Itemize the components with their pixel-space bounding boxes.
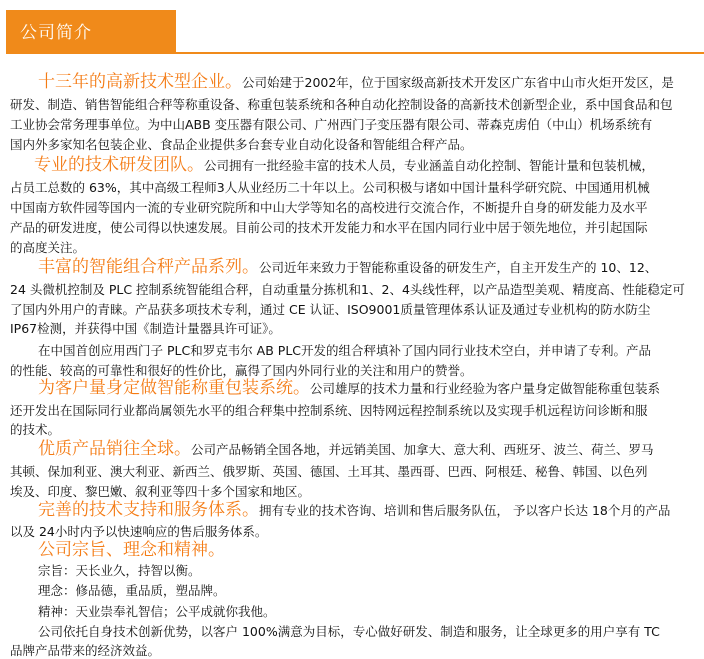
paragraph-2-line: 的高度关注。 [10,240,86,255]
paragraph-1-first-line [38,74,674,90]
paragraph-6-first-line [38,502,670,518]
paragraph-7-line: 理念：修品德，重品质，塑品牌。 [38,583,226,598]
paragraph-7-line: 公司依托自身技术创新优势，以客户 100%满意为目标，专心做好研发、制造和服务，让全球更多的用户享有 TC [38,624,660,639]
paragraph-3-first-line [38,259,657,275]
paragraph-3-extra-line: 在中国首创应用西门子 PLC和罗克韦尔 AB PLC开发的组合秤填补了国内同行业技术空白，并申请了专利。产品 [38,343,652,358]
paragraph-5-line: 埃及、印度、黎巴嫩、叙利亚等四十多个国家和地区。 [10,484,311,499]
paragraph-1-line: 工业协会常务理事单位。为中山ABB 变压器有限公司、广州西门子变压器有限公司、蒂森克虏伯（中山）机场系统有 [10,117,653,132]
paragraph-2-first-line [34,157,654,173]
paragraph-1-line: 研发、制造、销售智能组合秤等称重设备、称重包装系统和各种自动化控制设备的高新技术创新型企业，系中国食品和包 [10,97,673,112]
paragraph-7-heading: 公司宗旨、理念和精神。 [38,540,225,560]
paragraph-4-first-line [38,380,660,396]
paragraph-6-heading: 完善的技术支持和服务体系。 [38,500,259,520]
header-underline [6,52,704,54]
paragraph-1-line: 公司始建于2002年，位于国家级高新技术开发区广东省中山市火炬开发区，是 [242,75,674,90]
paragraph-3-heading: 丰富的智能组合秤产品系列。 [38,257,259,277]
paragraph-4-line: 公司雄厚的技术力量和行业经验为客户量身定做智能称重包装系 [310,381,661,396]
section-title: 公司简介 [20,23,92,43]
paragraph-3-extra-line: 的性能、较高的可靠性和很好的性价比，赢得了国内外同行业的关注和用户的赞誉。 [10,363,473,378]
paragraph-3-line: IP67检测，并获得中国《制造计量器具许可证》。 [10,321,281,336]
paragraph-3-line: 24 头微机控制及 PLC 控制系统智能组合秤，自动重量分拣机和1、2、4头线性秤，以产品造型美观、精度高、性能稳定可 [10,282,685,297]
paragraph-5-line: 其顿、保加利亚、澳大利亚、新西兰、俄罗斯、英国、德国、土耳其、墨西哥、巴西、阿根廷、秘鲁、韩国、以色列 [10,464,648,479]
paragraph-5-heading: 优质产品销往全球。 [38,439,191,459]
paragraph-1-heading: 十三年的高新技术型企业。 [38,72,242,92]
paragraph-7-line: 宗旨：天长业久，持智以衡。 [38,563,201,578]
paragraph-4-line: 还开发出在国际同行业都尚属领先水平的组合秤集中控制系统、因特网远程控制系统以及实现手机远程访问诊断和服 [10,403,648,418]
paragraph-4-line: 的技术。 [10,422,61,437]
paragraph-4-heading: 为客户量身定做智能称重包装系统。 [38,378,310,398]
paragraph-7-line: 精神：天业崇奉礼智信；公平成就你我他。 [38,604,276,619]
paragraph-2-heading: 专业的技术研发团队。 [34,155,204,175]
paragraph-5-line: 公司产品畅销全国各地，并远销美国、加拿大、意大利、西班牙、波兰、荷兰、罗马 [191,442,654,457]
paragraph-2-line: 公司拥有一批经验丰富的技术人员，专业涵盖自动化控制、智能计量和包装机械， [204,158,655,173]
paragraph-7-heading-line [38,542,225,558]
paragraph-2-line: 产品的研发进度，使公司得以快速发展。目前公司的技术开发能力和水平在国内同行业中居于领先地位，并引起国际 [10,220,648,235]
header-tab [6,10,176,52]
paragraph-2-line: 中国南方软件园等国内一流的专业研究院所和中山大学等知名的高校进行交流合作，不断提升自身的研发能力及水平 [10,200,648,215]
paragraph-3-line: 了国内外用户的青睐。产品获多项技术专利，通过 CE 认证、ISO9001质量管理体系认证及通过专业机构的防水防尘 [10,302,651,317]
paragraph-7-line: 品牌产品带来的经济效益。 [10,643,161,658]
section-header [0,0,704,54]
paragraph-6-line: 拥有专业的技术咨询、培训和售后服务队伍， 予以客户长达 18个月的产品 [259,503,671,518]
paragraph-6-line: 以及 24小时内予以快速响应的售后服务体系。 [10,524,268,539]
paragraph-3-line: 公司近年来致力于智能称重设备的研发生产，自主开发生产的 10、12、 [259,260,658,275]
paragraph-5-first-line [38,441,654,457]
paragraph-2-line: 占员工总数的 63%，其中高级工程师3人从业经历二十年以上。公司积极与诸如中国计量科学研究院、中国通用机械 [10,180,650,195]
paragraph-1-line: 国内外多家知名包装企业、食品企业提供多台套专业自动化设备和智能组合秤产品。 [10,137,473,152]
